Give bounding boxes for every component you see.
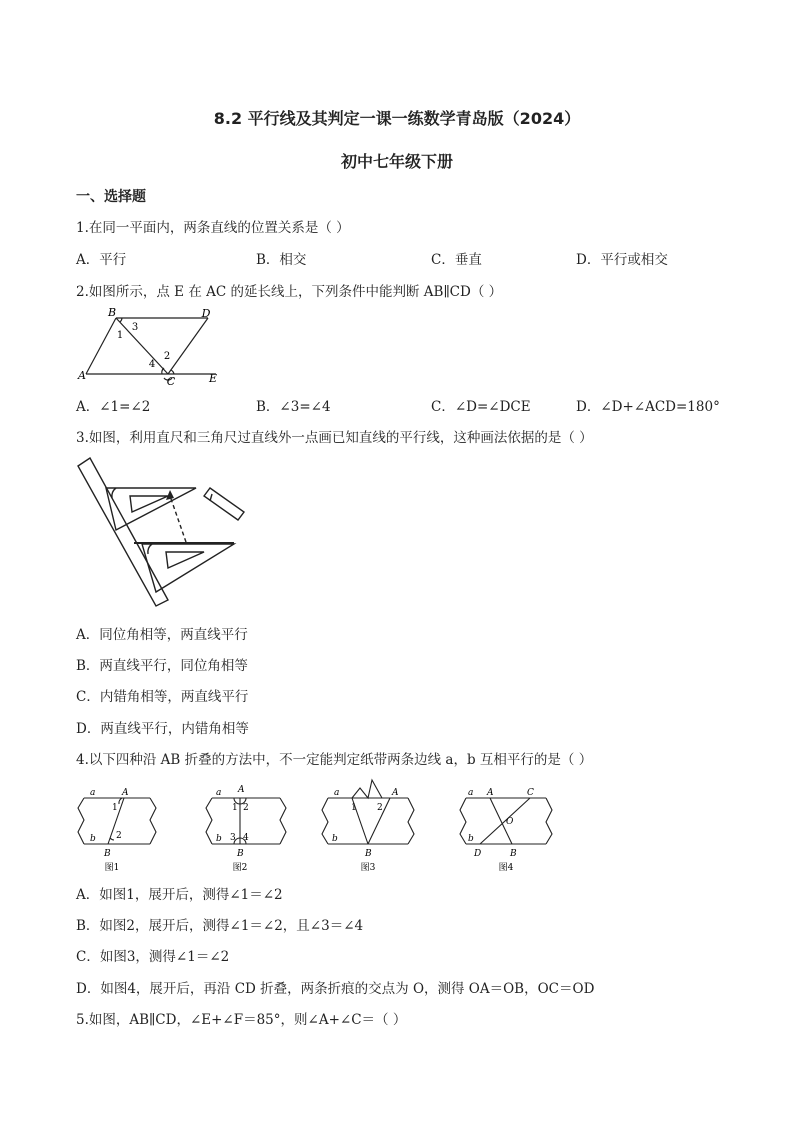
label-3: 3 bbox=[131, 322, 139, 333]
fig4-label-a: a bbox=[468, 788, 474, 798]
triangle-lower bbox=[142, 544, 234, 592]
question-2-option-d: D．∠D+∠ACD=180° bbox=[576, 399, 720, 415]
question-2-option-c: C．∠D=∠DCE bbox=[431, 399, 531, 415]
fig4-label-A: A bbox=[487, 788, 494, 798]
question-2-option-a: A．∠1=∠2 bbox=[76, 399, 151, 415]
fig1-label-A: A bbox=[122, 788, 129, 798]
question-4-option-d: D．如图4，展开后，再沿 CD 折叠，两条折痕的交点为 O，测得 OA＝OB，OC＝OD bbox=[76, 981, 595, 997]
fig3-label-b: b bbox=[332, 834, 338, 844]
fig2-caption: 图2 bbox=[232, 863, 248, 873]
fig2-label-a: a bbox=[216, 788, 222, 798]
question-1-option-c: C．垂直 bbox=[431, 252, 482, 268]
line-ab bbox=[86, 318, 116, 374]
question-4-figures bbox=[72, 776, 562, 876]
label-a: A bbox=[78, 369, 86, 382]
fig3-label-A: A bbox=[392, 788, 399, 798]
fig1-label-1: 1 bbox=[112, 803, 118, 813]
ruler bbox=[78, 458, 168, 606]
label-b: B bbox=[107, 306, 117, 319]
question-4-option-a: A．如图1，展开后，测得∠1＝∠2 bbox=[76, 887, 283, 903]
fig3-label-a: a bbox=[334, 788, 340, 798]
pencil-icon bbox=[204, 488, 244, 520]
fig1-label-2: 2 bbox=[116, 831, 122, 841]
question-2-stem: 2.如图所示，点 E 在 AC 的延长线上，下列条件中能判断 AB∥CD（ ） bbox=[76, 284, 503, 300]
fig1-label-B: B bbox=[104, 849, 111, 859]
question-1-option-b: B．相交 bbox=[256, 252, 307, 268]
document-title: 8.2 平行线及其判定一课一练数学青岛版（2024） bbox=[213, 109, 581, 128]
question-3-figure bbox=[76, 456, 251, 608]
label-c: C bbox=[166, 375, 176, 388]
question-4-option-c: C．如图3，测得∠1＝∠2 bbox=[76, 949, 230, 965]
fig1-label-b: b bbox=[90, 834, 96, 844]
fig2-label-B: B bbox=[237, 849, 244, 859]
fig3-label-2: 2 bbox=[377, 803, 383, 813]
fig2-label-4: 4 bbox=[243, 833, 249, 843]
question-2-figure bbox=[76, 306, 226, 388]
question-1-option-a: A．平行 bbox=[76, 252, 127, 268]
question-4-option-b: B．如图2，展开后，测得∠1＝∠2，且∠3＝∠4 bbox=[76, 918, 364, 934]
label-1: 1 bbox=[116, 330, 124, 341]
question-3-option-d: D．两直线平行，内错角相等 bbox=[76, 721, 249, 737]
triangle-upper bbox=[106, 488, 196, 530]
question-1-option-d: D．平行或相交 bbox=[576, 252, 668, 268]
fig1-caption: 图1 bbox=[104, 863, 120, 873]
fig2-label-2: 2 bbox=[243, 803, 249, 813]
question-3-option-a: A．同位角相等，两直线平行 bbox=[76, 627, 248, 643]
question-2-option-b: B．∠3=∠4 bbox=[256, 399, 331, 415]
fig2-label-b: b bbox=[216, 834, 222, 844]
line-bc bbox=[116, 318, 171, 374]
label-e: E bbox=[208, 372, 218, 385]
label-2: 2 bbox=[163, 351, 171, 362]
fig4-label-B: B bbox=[510, 849, 517, 859]
fig3-label-1: 1 bbox=[351, 803, 357, 813]
question-3-option-b: B．两直线平行，同位角相等 bbox=[76, 658, 248, 674]
fig2-label-3: 3 bbox=[230, 833, 236, 843]
question-3-stem: 3.如图，利用直尺和三角尺过直线外一点画已知直线的平行线，这种画法依据的是（ ） bbox=[76, 430, 593, 446]
fig3-caption: 图3 bbox=[360, 863, 376, 873]
fig4-caption: 图4 bbox=[498, 863, 514, 873]
fig3-label-B: B bbox=[365, 849, 372, 859]
question-5-stem: 5.如图，AB∥CD，∠E+∠F＝85°，则∠A+∠C＝（ ） bbox=[76, 1012, 407, 1028]
label-4: 4 bbox=[148, 359, 156, 370]
line-cd bbox=[168, 318, 208, 374]
section-heading: 一、选择题 bbox=[76, 189, 146, 205]
label-d: D bbox=[201, 307, 211, 320]
document-subtitle: 初中七年级下册 bbox=[340, 152, 453, 171]
fig4-label-D: D bbox=[474, 849, 482, 859]
fig4-label-b: b bbox=[468, 834, 474, 844]
question-4-stem: 4.以下四种沿 AB 折叠的方法中，不一定能判定纸带两条边线 a，b 互相平行的是（ ） bbox=[76, 752, 593, 768]
fig2-label-A: A bbox=[238, 785, 245, 795]
fig4-label-C: C bbox=[527, 788, 534, 798]
fig2-label-1: 1 bbox=[232, 803, 238, 813]
fig4-label-O: O bbox=[506, 817, 514, 827]
fig1-label-a: a bbox=[90, 788, 96, 798]
question-1-stem: 1.在同一平面内，两条直线的位置关系是（ ） bbox=[76, 220, 350, 236]
question-3-option-c: C．内错角相等，两直线平行 bbox=[76, 689, 249, 705]
